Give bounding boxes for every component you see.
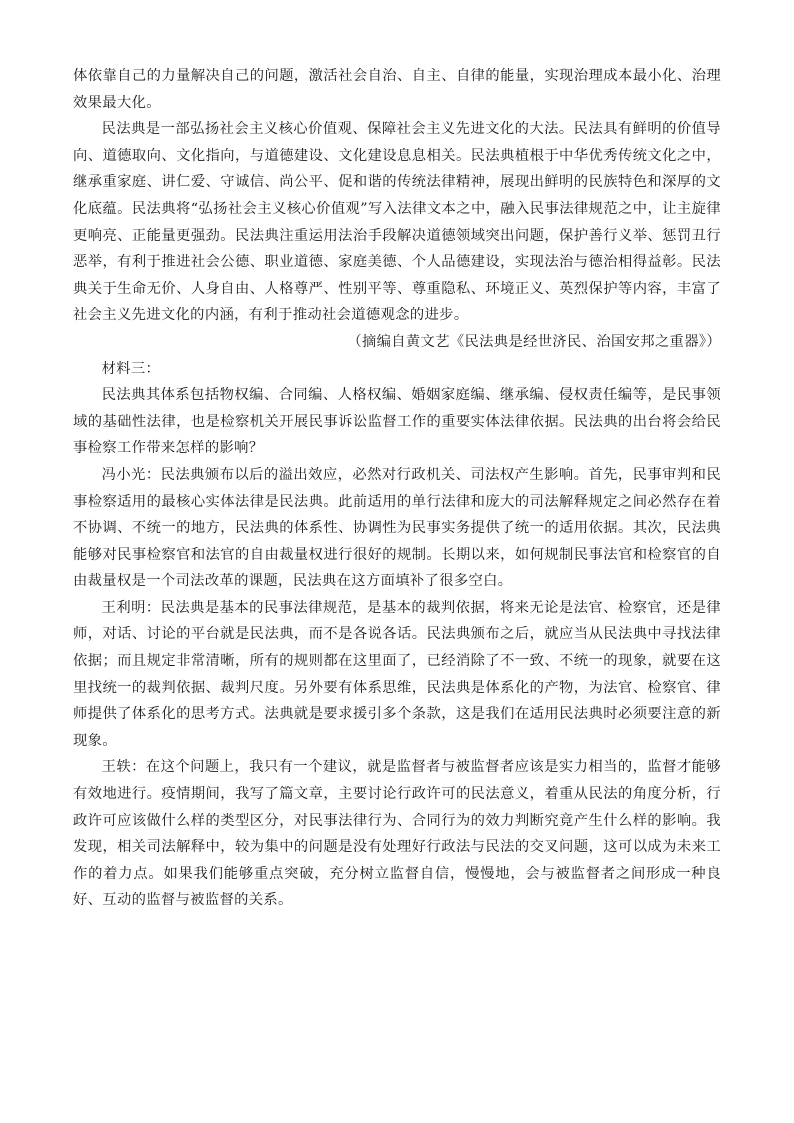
paragraph-continuation: 体依靠自己的力量解决自己的问题，激活社会自治、自主、自律的能量，实现治理成本最小化、治理效果最大化。 <box>73 68 721 111</box>
paragraph-civil-code-culture: 民法典是一部弘扬社会主义核心价值观、保障社会主义先进文化的大法。民法具有鲜明的价值导向、道德取向、文化指向，与道德建设、文化建设息息相关。民法典植根于中华优秀传统文化之中，继承重家庭、讲仁爱、守诚信、尚公平、促和谐的传统法律精神，展现出鲜明的民族特色和深厚的文化底蕴。民法典将“弘扬社会主义核心价值观”写入法律文本之中，融入民事法律规范之中，让主旋律更响亮、正能量更强劲。民法典注重运用法治手段解决道德领域突出问题，保护善行义举、惩罚丑行恶举，有利于推进社会公德、职业道德、家庭美德、个人品德建设，实现法治与德治相得益彰。民法典关于生命无价、人身自由、人格尊严、性别平等、尊重隐私、环境正义、英烈保护等内容，丰富了社会主义先进文化的内涵，有利于推动社会道德观念的进步。 <box>73 121 721 324</box>
document-page <box>73 63 721 914</box>
paragraph-feng-xiaoguang: 冯小光：民法典颁布以后的溢出效应，必然对行政机关、司法权产生影响。首先，民事审判和民事检察适用的最核心实体法律是民法典。此前适用的单行法律和庞大的司法解释规定之间必然存在着不协调、不统一的地方，民法典的体系性、协调性为民事实务提供了统一的适用依据。其次，民法典能够对民事检察官和法官的自由裁量权进行很好的规制。长期以来，如何规制民事法官和检察官的自由裁量权是一个司法改革的课题，民法典在这方面填补了很多空白。 <box>73 466 721 590</box>
paragraph-wang-yi: 王轶：在这个问题上，我只有一个建议，就是监督者与被监督者应该是实力相当的，监督才能够有效地进行。疫情期间，我写了篇文章，主要讨论行政许可的民法意义，着重从民法的角度分析，行政许可应该做什么样的类型区分，对民事法律行为、合同行为的效力判断究竟产生什么样的影响。我发现，相关司法解释中，较为集中的问题是没有处理好行政法与民法的交叉问题，这可以成为未来工作的着力点。如果我们能够重点突破，充分树立监督自信，慢慢地，会与被监督者之间形成一种良好、互动的监督与被监督的关系。 <box>73 759 721 909</box>
material-three-heading: 材料三： <box>101 360 161 377</box>
paragraph-civil-code-system: 民法典其体系包括物权编、合同编、人格权编、婚姻家庭编、继承编、侵权责任编等，是民事领域的基础性法律，也是检察机关开展民事诉讼监督工作的重要实体法律依据。民法典的出台将会给民事检察工作带来怎样的影响？ <box>73 387 721 457</box>
source-citation: （摘编自黄文艺《民法典是经世济民、治国安邦之重器》） <box>347 333 721 350</box>
paragraph-wang-liming: 王利明：民法典是基本的民事法律规范，是基本的裁判依据，将来无论是法官、检察官，还是律师，对话、讨论的平台就是民法典，而不是各说各话。民法典颁布之后，就应当从民法典中寻找法律依据；而且规定非常清晰，所有的规则都在这里面了，已经消除了不一致、不统一的现象，就要在这里找统一的裁判依据、裁判尺度。另外要有体系思维，民法典是体系化的产物，为法官、检察官、律师提供了体系化的思考方式。法典就是要求援引多个条款，这是我们在适用民法典时必须要注意的新现象。 <box>73 599 721 749</box>
